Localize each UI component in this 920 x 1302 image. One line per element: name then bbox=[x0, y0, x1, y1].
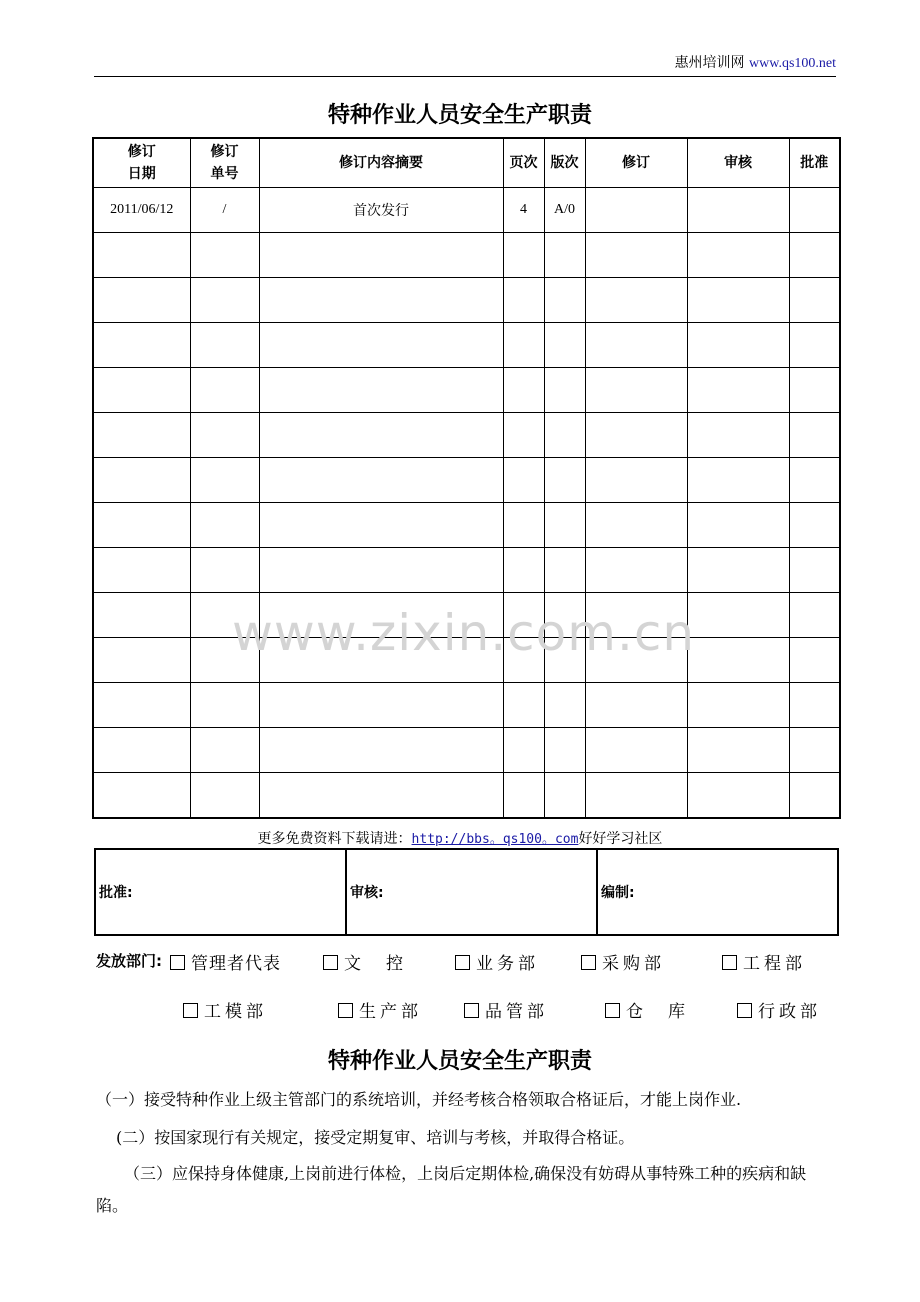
empty-cell bbox=[789, 278, 840, 323]
download-link[interactable]: http://bbs。qs100。com bbox=[411, 832, 579, 847]
empty-cell bbox=[687, 728, 789, 773]
empty-cell bbox=[503, 728, 544, 773]
empty-cell bbox=[687, 503, 789, 548]
empty-cell bbox=[190, 683, 259, 728]
empty-cell bbox=[687, 458, 789, 503]
empty-cell bbox=[93, 278, 190, 323]
header-reviewed-by: 审核 bbox=[687, 138, 789, 188]
empty-cell bbox=[687, 413, 789, 458]
empty-cell bbox=[789, 593, 840, 638]
empty-cell bbox=[259, 458, 503, 503]
empty-cell bbox=[190, 323, 259, 368]
checkbox-icon[interactable] bbox=[722, 955, 737, 970]
table-row bbox=[93, 188, 840, 233]
paragraph-3: （三）应保持身体健康,上岗前进行体检，上岗后定期体检,确保没有妨碍从事特殊工种的疾病和缺陷。 bbox=[96, 1164, 807, 1215]
checkbox-icon[interactable] bbox=[455, 955, 470, 970]
header-revise-no bbox=[190, 138, 259, 188]
dist-option-tooling[interactable] bbox=[183, 997, 267, 1022]
header-approved-by: 批准 bbox=[789, 138, 840, 188]
empty-cell bbox=[190, 548, 259, 593]
table-row bbox=[93, 323, 840, 368]
empty-cell bbox=[190, 368, 259, 413]
table-row bbox=[93, 233, 840, 278]
checkbox-icon[interactable] bbox=[605, 1003, 620, 1018]
empty-cell bbox=[503, 458, 544, 503]
empty-cell bbox=[190, 458, 259, 503]
cell-summary: 首次发行 bbox=[259, 188, 503, 233]
empty-cell bbox=[789, 368, 840, 413]
dist-option-engineering[interactable] bbox=[722, 949, 806, 974]
empty-cell bbox=[93, 323, 190, 368]
dist-label-text: 工模部 bbox=[204, 1002, 267, 1022]
empty-cell bbox=[190, 773, 259, 819]
cell-number: / bbox=[190, 188, 259, 233]
empty-cell bbox=[259, 233, 503, 278]
empty-cell bbox=[789, 683, 840, 728]
empty-cell bbox=[544, 413, 585, 458]
dist-label-text: 业务部 bbox=[476, 954, 539, 974]
empty-cell bbox=[93, 503, 190, 548]
empty-cell bbox=[503, 503, 544, 548]
empty-cell bbox=[503, 413, 544, 458]
header-url[interactable]: www.qs100.net bbox=[749, 56, 836, 71]
empty-cell bbox=[544, 368, 585, 413]
empty-cell bbox=[544, 728, 585, 773]
empty-cell bbox=[503, 323, 544, 368]
dist-label-text: 行政部 bbox=[758, 1002, 821, 1022]
empty-cell bbox=[687, 773, 789, 819]
empty-cell bbox=[585, 368, 687, 413]
empty-cell bbox=[544, 278, 585, 323]
empty-cell bbox=[789, 638, 840, 683]
empty-cell bbox=[190, 233, 259, 278]
empty-cell bbox=[789, 413, 840, 458]
header-revise-date-text: 修订 日期 bbox=[127, 144, 156, 182]
empty-cell bbox=[789, 728, 840, 773]
header-org: 惠州培训网 bbox=[674, 55, 745, 71]
header-summary: 修订内容摘要 bbox=[259, 138, 503, 188]
header-revise-date bbox=[93, 138, 190, 188]
empty-cell bbox=[544, 233, 585, 278]
empty-cell bbox=[93, 683, 190, 728]
empty-cell bbox=[93, 593, 190, 638]
distribution-label: 发放部门: bbox=[96, 952, 162, 970]
checkbox-icon[interactable] bbox=[581, 955, 596, 970]
empty-cell bbox=[585, 548, 687, 593]
signoff-review: 审核: bbox=[346, 849, 597, 935]
dist-option-production[interactable] bbox=[338, 997, 422, 1022]
empty-cell bbox=[585, 323, 687, 368]
cell-page: 4 bbox=[503, 188, 544, 233]
empty-cell bbox=[585, 413, 687, 458]
empty-cell bbox=[93, 413, 190, 458]
table-row bbox=[93, 413, 840, 458]
empty-cell bbox=[93, 638, 190, 683]
empty-cell bbox=[687, 368, 789, 413]
empty-cell bbox=[687, 593, 789, 638]
empty-cell bbox=[687, 548, 789, 593]
empty-cell bbox=[503, 233, 544, 278]
dist-label-text: 采购部 bbox=[602, 954, 665, 974]
empty-cell bbox=[585, 233, 687, 278]
dist-label-text: 工程部 bbox=[743, 954, 806, 974]
cell-reviewed bbox=[687, 188, 789, 233]
empty-cell bbox=[503, 368, 544, 413]
checkbox-icon[interactable] bbox=[338, 1003, 353, 1018]
empty-cell bbox=[687, 683, 789, 728]
empty-cell bbox=[503, 773, 544, 819]
cell-revised bbox=[585, 188, 687, 233]
page-header bbox=[94, 52, 836, 72]
header-page: 页次 bbox=[503, 138, 544, 188]
dist-option-admin[interactable] bbox=[737, 997, 821, 1022]
empty-cell bbox=[585, 773, 687, 819]
header-revised-by: 修订 bbox=[585, 138, 687, 188]
empty-cell bbox=[687, 638, 789, 683]
paragraph-2: (二）按国家现行有关规定，接受定期复审、培训与考核，并取得合格证。 bbox=[116, 1128, 635, 1147]
cell-date: 2011/06/12 bbox=[93, 188, 190, 233]
table-row bbox=[93, 773, 840, 819]
empty-cell bbox=[190, 728, 259, 773]
page-title: 特种作业人员安全生产职责 bbox=[327, 103, 592, 128]
dist-label-text: 仓 库 bbox=[626, 1002, 689, 1022]
download-note bbox=[0, 828, 920, 848]
empty-cell bbox=[259, 413, 503, 458]
empty-cell bbox=[190, 413, 259, 458]
empty-cell bbox=[789, 503, 840, 548]
header-revise-no-text: 修订 单号 bbox=[210, 144, 239, 182]
checkbox-icon[interactable] bbox=[323, 955, 338, 970]
empty-cell bbox=[259, 368, 503, 413]
dist-label-text: 生产部 bbox=[359, 1002, 422, 1022]
empty-cell bbox=[789, 548, 840, 593]
dist-option-quality[interactable] bbox=[464, 997, 548, 1022]
empty-cell bbox=[687, 323, 789, 368]
empty-cell bbox=[259, 503, 503, 548]
checkbox-icon[interactable] bbox=[737, 1003, 752, 1018]
table-row bbox=[93, 728, 840, 773]
empty-cell bbox=[259, 728, 503, 773]
empty-cell bbox=[789, 233, 840, 278]
empty-cell bbox=[544, 773, 585, 819]
table-row bbox=[93, 278, 840, 323]
empty-cell bbox=[93, 773, 190, 819]
header-rule bbox=[94, 76, 836, 77]
empty-cell bbox=[259, 548, 503, 593]
empty-cell bbox=[93, 233, 190, 278]
watermark: www.zixin.com.cn bbox=[232, 604, 696, 662]
empty-cell bbox=[585, 458, 687, 503]
empty-cell bbox=[503, 278, 544, 323]
empty-cell bbox=[259, 683, 503, 728]
paragraph-1: （一）接受特种作业上级主管部门的系统培训，并经考核合格领取合格证后，才能上岗作业. bbox=[96, 1090, 742, 1109]
cell-approved bbox=[789, 188, 840, 233]
dist-label-text: 管理者代表 bbox=[191, 954, 281, 974]
empty-cell bbox=[190, 503, 259, 548]
dist-option-sales[interactable] bbox=[455, 949, 539, 974]
cell-version: A/0 bbox=[544, 188, 585, 233]
table-row bbox=[93, 458, 840, 503]
empty-cell bbox=[259, 323, 503, 368]
signoff-approve: 批准: bbox=[95, 849, 346, 935]
revision-header-row bbox=[93, 138, 840, 188]
checkbox-icon[interactable] bbox=[183, 1003, 198, 1018]
empty-cell bbox=[687, 278, 789, 323]
empty-cell bbox=[585, 278, 687, 323]
header-version: 版次 bbox=[544, 138, 585, 188]
empty-cell bbox=[585, 728, 687, 773]
empty-cell bbox=[585, 503, 687, 548]
dist-option-mgmt-rep[interactable] bbox=[170, 949, 281, 974]
dist-option-purchasing[interactable] bbox=[581, 949, 665, 974]
empty-cell bbox=[687, 233, 789, 278]
table-row bbox=[93, 503, 840, 548]
empty-cell bbox=[93, 728, 190, 773]
download-prefix: 更多免费资料下载请进： bbox=[257, 831, 412, 847]
empty-cell bbox=[544, 323, 585, 368]
empty-cell bbox=[789, 323, 840, 368]
empty-cell bbox=[585, 683, 687, 728]
empty-cell bbox=[544, 683, 585, 728]
dist-option-warehouse[interactable] bbox=[605, 997, 689, 1022]
empty-cell bbox=[190, 278, 259, 323]
dist-label-text: 文 控 bbox=[344, 954, 407, 974]
empty-cell bbox=[503, 548, 544, 593]
empty-cell bbox=[503, 683, 544, 728]
signoff-prepare: 编制: bbox=[597, 849, 838, 935]
dist-label-text: 品管部 bbox=[485, 1002, 548, 1022]
empty-cell bbox=[259, 773, 503, 819]
signoff-table bbox=[94, 848, 839, 936]
empty-cell bbox=[259, 278, 503, 323]
empty-cell bbox=[544, 458, 585, 503]
empty-cell bbox=[544, 548, 585, 593]
table-row bbox=[93, 683, 840, 728]
empty-cell bbox=[789, 773, 840, 819]
table-row bbox=[93, 368, 840, 413]
empty-cell bbox=[93, 458, 190, 503]
empty-cell bbox=[93, 548, 190, 593]
table-row bbox=[93, 548, 840, 593]
empty-cell bbox=[789, 458, 840, 503]
empty-cell bbox=[93, 368, 190, 413]
dist-option-doc-control[interactable] bbox=[323, 949, 407, 974]
download-suffix: 好好学习社区 bbox=[578, 831, 663, 847]
section-title: 特种作业人员安全生产职责 bbox=[327, 1049, 592, 1074]
revision-table bbox=[92, 137, 841, 819]
checkbox-icon[interactable] bbox=[464, 1003, 479, 1018]
empty-cell bbox=[544, 503, 585, 548]
checkbox-icon[interactable] bbox=[170, 955, 185, 970]
